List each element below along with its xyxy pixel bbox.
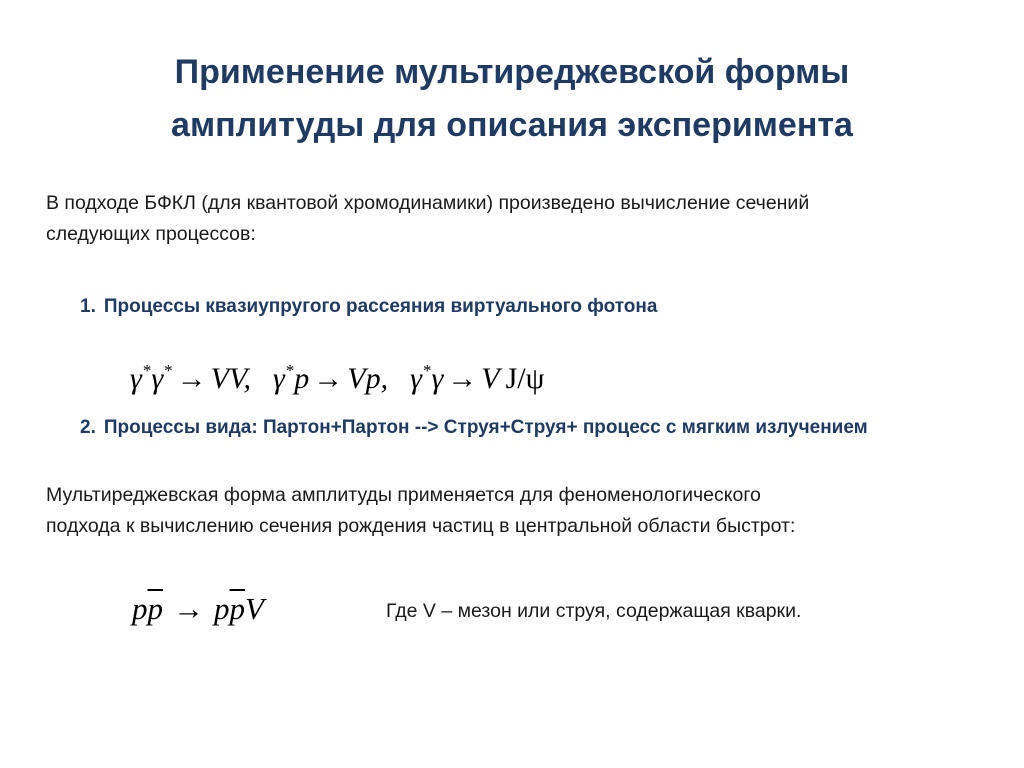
formula-note: Где V – мезон или струя, содержащая кварки. — [386, 600, 802, 622]
formula2-pbar: $\overline{p}$ — [229, 591, 245, 626]
formula1-gamma: γ — [151, 362, 164, 395]
formula1-gamma: γ — [431, 362, 444, 395]
formula2-p: p — [214, 591, 230, 626]
list-item-1-number: 1. — [80, 296, 96, 317]
formula2-p: p — [132, 591, 148, 626]
title-line-2: амплитуды для описания эксперимента — [171, 106, 853, 144]
formula-photon-processes — [130, 346, 544, 404]
formula1-comma: , — [380, 362, 389, 395]
intro-paragraph — [46, 188, 809, 250]
formula1-arrow: → — [313, 362, 344, 395]
formula1-vv: VV — [210, 362, 244, 395]
list-item-1 — [80, 296, 657, 318]
formula1-v: V — [481, 362, 500, 395]
formula2-v: V — [245, 591, 264, 626]
formula1-arrow: → — [176, 362, 207, 395]
formula1-vp: Vp — [347, 362, 381, 395]
formula1-jpsi: J/ψ — [505, 362, 545, 395]
list-item-2-number: 2. — [80, 417, 96, 438]
formula1-star: * — [285, 361, 295, 380]
formula1-star: * — [422, 361, 432, 380]
list-item-1-text: Процессы квазиупругого рассеяния виртуального фотона — [103, 296, 658, 317]
formula1-comma: , — [243, 362, 251, 395]
formula1-star: * — [142, 361, 152, 380]
formula1-gamma: γ — [272, 362, 285, 395]
formula2-pbar: $\overline{p}$ — [147, 591, 163, 626]
formula1-gamma: γ — [410, 362, 422, 395]
list-item-2 — [80, 417, 868, 439]
formula1-arrow: → — [447, 362, 478, 395]
intro-line-2: следующих процессов: — [46, 223, 256, 245]
formula1-gamma: γ — [130, 362, 142, 395]
slide-title — [60, 46, 964, 152]
multiregge-line-1: Мультиреджевская форма амплитуды применяется для феноменологического — [46, 484, 761, 506]
multiregge-line-2: подхода к вычислению сечения рождения частиц в центральной области быстрот: — [46, 515, 796, 537]
formula1-star: * — [164, 361, 173, 380]
list-item-2-text: Процессы вида: Партон+Партон --> Струя+Струя+ процесс с мягким излучением — [103, 417, 868, 438]
formula2-arrow: → — [173, 591, 204, 626]
multiregge-paragraph — [46, 480, 795, 542]
formula1-p: p — [294, 362, 310, 395]
intro-line-1: В подходе БФКЛ (для квантовой хромодинамики) произведено вычисление сечений — [46, 192, 810, 214]
title-line-1: Применение мультиреджевской формы — [174, 53, 850, 91]
formula-ppbar-process — [132, 585, 264, 633]
